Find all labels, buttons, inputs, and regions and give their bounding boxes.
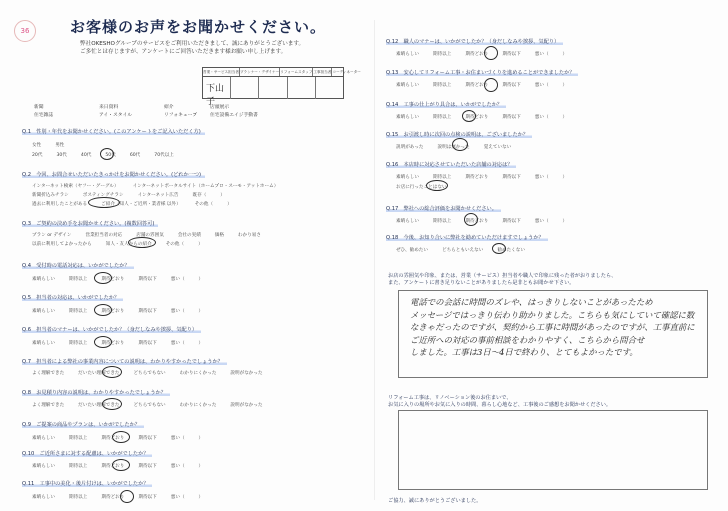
question-14-options: 素晴らしい 期待以上 期待どおり 期待以下 悪い（ ）	[396, 115, 568, 120]
answer-circle-q8	[102, 398, 122, 410]
question-2-options-3: 過去に利用したことがある ご紹介（知人・ご近所・業者様 以外） その他（ ）	[32, 202, 232, 207]
answer-circle-q4	[94, 272, 112, 284]
answer-circle-q1	[100, 148, 114, 160]
thanks-text: ご協力、誠にありがとうございました。	[388, 498, 482, 504]
page-number-stamp: 36	[14, 20, 36, 42]
question-13: Q.13 安心してリフォーム工事・お住まいづくりを進めることができましたか？	[386, 69, 578, 76]
intro-text: 弊社OKESHOグループのサービスをご利用いただきまして、誠にありがとうございます。 ご多忙とは存じますが、アンケートにご回答いただきます様お願い申し上げます。	[80, 41, 305, 55]
source-checklist: 新聞 来日資料 紹介 店頭展示 住宅雑誌 アイ・スタイル リフォキューブ 住宅設備エイジ手動書	[34, 105, 258, 118]
answer-circle-q10	[112, 459, 130, 471]
question-17: Q.17 弊社への総合評価をお聞かせください。	[386, 205, 501, 212]
comment-prompt-2: リフォーム工事は、リノベーション後のお住まいで、 お気に入りの場所やお気に入りの時間、暮らし心地など、工事後のご感想をお聞かせください。	[388, 395, 612, 408]
question-2: Q.2 今回、お問合せいただいたきっかけをお聞かせください。(どれか一つ)	[22, 171, 205, 178]
question-4-options: 素晴らしい 期待以上 期待どおり 期待以下 悪い（ ）	[32, 277, 204, 282]
answer-circle-q3	[128, 237, 156, 248]
question-12-options: 素晴らしい 期待以上 期待どおり 期待以下 悪い（ ）	[396, 52, 568, 57]
answer-circle-q13	[484, 78, 498, 92]
answer-circle-q5	[94, 304, 112, 316]
staff-table-header: 営業・サービス担当者 プランナー・デザイナー リフォームスタッフ 工事担当者 コーディネーター	[203, 68, 343, 77]
question-1: Q.1 性別・年代をお聞かせください。(このアンケートをご記入いただく方)	[22, 128, 205, 135]
comment-box-2[interactable]	[398, 410, 708, 490]
question-6: Q.6 担当者のマナーは、いかがでしたか？（身だしなみや挨拶、気配り）	[22, 326, 201, 333]
question-3-options-2: 以前に利用してよかったから 知人・友人からの紹介 その他（ ）	[32, 242, 203, 247]
answer-circle-q14	[462, 110, 476, 122]
question-16-options-2: お店に行ったことはない	[396, 185, 447, 190]
question-5-options: 素晴らしい 期待以上 期待どおり 期待以下 悪い（ ）	[32, 309, 204, 314]
question-16: Q.16 本店時に対応させていただいた店舗の対応は？	[386, 161, 516, 168]
question-15-options: 説明があった 説明は無かった 覚えていない	[396, 145, 512, 150]
question-9-options: 素晴らしい 期待以上 期待どおり 期待以下 悪い（ ）	[32, 436, 204, 441]
question-2-options: インターネット検索（ヤフー・グーグル） インターネットポータルサイト（ホームプロ・スーモ・アットホーム）	[32, 184, 279, 189]
answer-circle-q17	[464, 213, 478, 226]
question-8: Q.8 お見積り内容の説明は、わかりやすかったでしょうか？	[22, 389, 170, 396]
question-3: Q.3 ご契約の決め手をお聞かせください。(複数回答可)	[22, 220, 158, 227]
answer-circle-q18	[492, 243, 506, 254]
question-12: Q.12 職人のマナーは、いかがでしたか？（身だしなみや挨拶、気配り）	[386, 38, 563, 45]
answer-circle-q2	[88, 197, 120, 208]
answer-circle-q9	[112, 431, 130, 443]
question-9: Q.9 ご提案の商品やプランは、いかがでしたか？	[22, 421, 144, 428]
question-4: Q.4 受付時の電話対応は、いかがでしたか？	[22, 262, 134, 269]
question-2-options-2: 新聞折込みチラシ ポスティングチラシ インターネット広告 既存（ ）	[32, 193, 225, 198]
answer-circle-q16	[426, 180, 448, 191]
question-15: Q.15 お引渡し時に次回の点検の説明は、ございましたか？	[386, 131, 532, 138]
answer-circle-q15	[452, 138, 468, 151]
staff-table	[202, 67, 361, 107]
column-divider	[374, 20, 375, 500]
question-13-options: 素晴らしい 期待以上 期待どおり 期待以下 悪い（ ）	[396, 83, 568, 88]
question-11-options: 素晴らしい 期待以上 期待どおり 期待以下 悪い（ ）	[32, 495, 204, 500]
answer-circle-q12	[484, 46, 498, 60]
question-7: Q.7 担当者による弊社の事業内容についての説明は、わかりやすかったでしょうか？	[22, 358, 227, 365]
question-11: Q.11 工事中の美化・後片付けは、いかがでしたか？	[22, 480, 152, 487]
question-16-options: 素晴らしい 期待以上 期待どおり 期待以下 悪い（ ）	[396, 175, 568, 180]
answer-circle-q6	[94, 336, 112, 348]
question-7-options: よく理解できた だいたい理解できた どちらでもない わかりにくかった 説明がなかった	[32, 371, 263, 376]
answer-circle-q11	[120, 490, 134, 503]
comment-prompt-1: お店の雰囲気や印象、または、営業（サービス）担当者や職人で印象に残った者がおりましたら、 また、アンケートに書き足りないことがありましたら是非ともお聞かせ下さい。	[388, 273, 617, 286]
question-1-options: 女性 男性	[32, 143, 65, 148]
question-8-options: よく理解できた だいたい理解できた どちらでもない わかりにくかった 説明がなかった	[32, 403, 263, 408]
question-18: Q.18 今後、お知り合いに弊社を勧めていただけますでしょうか？	[386, 234, 548, 241]
question-10-options: 素晴らしい 期待以上 期待どおり 期待以下 悪い（ ）	[32, 464, 204, 469]
question-1-options-age: 20代 30代 40代 50代 60代 70代以上	[32, 153, 174, 158]
staff-table-body	[203, 77, 343, 107]
answer-circle-q7	[102, 366, 122, 378]
question-10: Q.10 ご近所さまに対する配慮は、いかがでしたか？	[22, 450, 152, 457]
page-title: お客様のお声をお聞かせください。	[70, 18, 327, 36]
staff-signature: 下山子	[203, 77, 231, 99]
question-17-options: 素晴らしい 期待以上 期待どおり 期待以下 悪い（ ）	[396, 219, 568, 224]
question-18-options: ぜひ、勧めたい どちらともいえない 勧めたくない	[396, 248, 525, 253]
question-6-options: 素晴らしい 期待以上 期待どおり 期待以下 悪い（ ）	[32, 341, 204, 346]
handwritten-comment: 電話での会話に時間のズレや、はっきりしないことがあったため メッセージではっきり伝わり助かりました。こちらも気にしていて確認に数 なきゃだったのですが、契約から工事に時間があったのですが、工事直前に ご近所への対応の事前相談をわかりやすく、こちらから問合せ しました。工事は3日〜4日で終わり、とてもよかったです。	[410, 297, 695, 358]
question-3-options: プラン or デザイン 営業担当者の対応 店舗の雰囲気 会社の実績 価格 わかり易さ	[32, 233, 261, 238]
question-5: Q.5 担当者の対応は、いかがでしたか？	[22, 294, 123, 301]
question-14: Q.14 工事の仕上がり具合は、いかがでしたか？	[386, 101, 506, 108]
